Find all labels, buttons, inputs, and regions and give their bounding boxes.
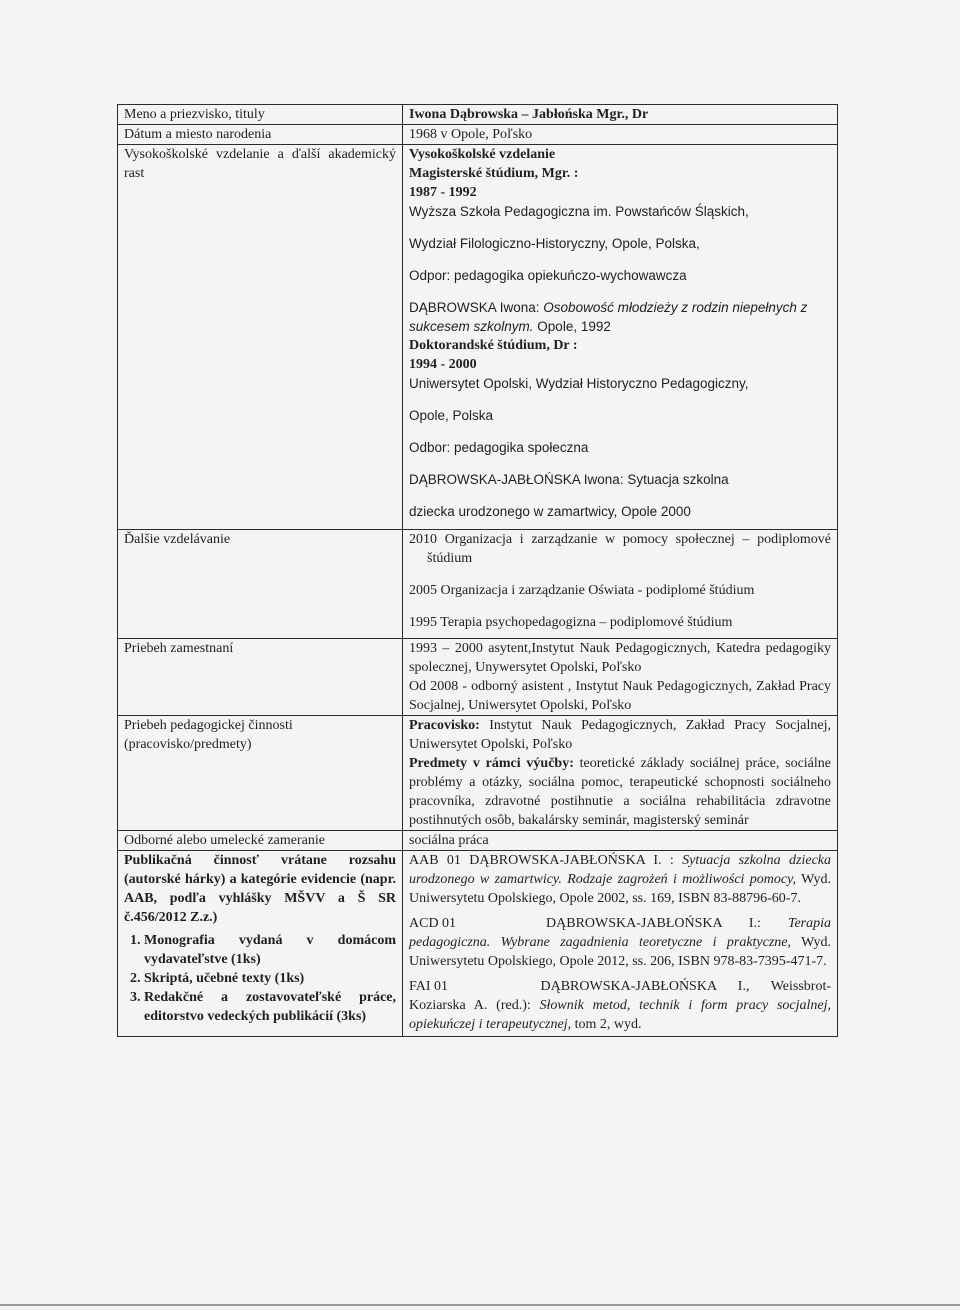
employment-value <box>403 639 838 716</box>
birth-label: Dátum a miesto narodenia <box>118 125 403 145</box>
employment-label: Priebeh zamestnaní <box>118 639 403 716</box>
doctoral-place: Opole, Polska <box>409 408 494 423</box>
employment-item-1: 1993 – 2000 asytent,Instytut Nauk Pedagogicznych, Katedra pedagogiky spolecznej, Unywersytet Opolski, Poľsko <box>409 641 831 675</box>
pub1-author: DĄBROWSKA-JABŁOŃSKA I. : <box>469 853 683 868</box>
workplace-label: Pracovisko: <box>409 718 480 733</box>
further-value <box>403 530 838 639</box>
masters-faculty: Wydział Filologiczno-Historyczny, Opole, Polska, <box>409 236 700 251</box>
publications-label <box>118 851 403 1037</box>
doctoral-years: 1994 - 2000 <box>409 357 477 372</box>
publications-category-item: 3. Redakčné a zostavovateľské práce, editorstvo vedeckých publikácií (3ks) <box>144 988 396 1026</box>
cv-table <box>117 104 838 1037</box>
masters-thesis-place: Opole, 1992 <box>533 319 611 334</box>
further-item-1: 2010 Organizacja i zarządzanie w pomocy społecznej – podiplomové štúdium <box>409 532 831 566</box>
further-label: Ďalšie vzdelávanie <box>118 530 403 639</box>
pub2-code: ACD 01 <box>409 916 457 931</box>
row-name <box>118 105 838 125</box>
publications-category-item: 2. Skriptá, učebné texty (1ks) <box>144 969 396 988</box>
pub1-code: AAB 01 <box>409 853 461 868</box>
row-teaching <box>118 716 838 831</box>
pub3-rest: tom 2, wyd. <box>571 1017 642 1032</box>
teaching-value <box>403 716 838 831</box>
publications-category-item: 1. Monografia vydaná v domácom vydavateľstve (1ks) <box>144 931 396 969</box>
publication-3 <box>409 977 831 1034</box>
row-education <box>118 145 838 530</box>
further-item-3: 1995 Terapia psychopedagogizna – podiplomové štúdium <box>409 615 733 630</box>
name-value: Iwona Dąbrowska – Jabłońska Mgr., Dr <box>403 105 838 125</box>
row-employment <box>118 639 838 716</box>
row-birth <box>118 125 838 145</box>
teaching-subjects <box>409 754 831 830</box>
row-publications <box>118 851 838 1037</box>
name-label: Meno a priezvisko, tituly <box>118 105 403 125</box>
doctoral-title: Doktorandské štúdium, Dr : <box>409 338 578 353</box>
row-further-education <box>118 530 838 639</box>
pub2-author: DĄBROWSKA-JABŁOŃSKA I.: <box>546 916 788 931</box>
publications-label-main: Publikačná činnosť vrátane rozsahu (autorské hárky) a kategórie evidencie (napr. AAB, podľa vyhlášky MŠVV a Š SR č.456/2012 Z.z.) <box>124 853 396 925</box>
employment-item-2: Od 2008 - odborný asistent , Instytut Nauk Pedagogicznych, Zakład Pracy Socjalnej, Uniwersytet Opolski, Poľsko <box>409 679 831 713</box>
field-value: sociálna práca <box>403 831 838 851</box>
education-value <box>403 145 838 530</box>
masters-thesis <box>409 298 831 336</box>
masters-thesis-author: DĄBROWSKA Iwona: <box>409 300 544 315</box>
masters-title: Magisterské štúdium, Mgr. : <box>409 166 579 181</box>
pub1-rest: Wyd. Uniwersytetu Opolskiego, Opole 2002, ss. 169, ISBN 83-88796-60-7. <box>409 872 831 906</box>
education-heading: Vysokoškolské vzdelanie <box>409 147 556 162</box>
doctoral-school: Uniwersytet Opolski, Wydział Historyczno Pedagogiczny, <box>409 376 749 391</box>
pub2-title: Terapia pedagogiczna. Wybrane zagadnienia teoretyczne i praktyczne, <box>409 916 831 950</box>
masters-school: Wyższa Szkoła Pedagogiczna im. Powstańców Śląskich, <box>409 204 749 219</box>
masters-years: 1987 - 1992 <box>409 185 477 200</box>
teaching-label: Priebeh pedagogickej činnosti (pracovisko/predmety) <box>118 716 403 831</box>
field-label: Odborné alebo umelecké zameranie <box>118 831 403 851</box>
birth-value: 1968 v Opole, Poľsko <box>403 125 838 145</box>
teaching-workplace <box>409 716 831 754</box>
pub3-code: FAI 01 <box>409 979 449 994</box>
masters-field: Odpor: pedagogika opiekuńczo-wychowawcza <box>409 268 687 283</box>
doctoral-field: Odbor: pedagogika społeczna <box>409 440 589 455</box>
publications-value <box>403 851 838 1037</box>
subjects-value: teoretické základy sociálnej práce, sociálne problémy a otázky, sociálna pomoc, terapeutické schopnosti sociálneho pracovníka, zdravotné postihnutie a sociálna rehabilitácia zdravotne postihnutých osôb, bakalársky seminár, magisterský seminár <box>409 756 831 828</box>
doctoral-thesis-line1: DĄBROWSKA-JABŁOŃSKA Iwona: Sytuacja szkolna <box>409 472 729 487</box>
page-bottom-edge <box>0 1304 960 1306</box>
row-field <box>118 831 838 851</box>
publication-2 <box>409 914 831 971</box>
subjects-label: Predmety v rámci výučby: <box>409 756 574 771</box>
pub3-title: Słownik metod, technik i form pracy socjalnej, opiekuńczej i terapeutycznej, <box>409 998 831 1032</box>
pub2-rest: Wyd. Uniwersytetu Opolskiego, Opole 2012, ss. 206, ISBN 978-83-7395-471-7. <box>409 935 831 969</box>
masters-thesis-title: Osobowość młodzieży z rodzin niepełnych z sukcesem szkolnym. <box>409 300 808 334</box>
workplace-value: Instytut Nauk Pedagogicznych, Zakład Pracy Socjalnej, Uniwersytet Opolski, Poľsko <box>409 718 831 752</box>
education-label: Vysokoškolské vzdelanie a ďalší akademický rast <box>118 145 403 530</box>
doctoral-thesis-line2: dziecka urodzonego w zamartwicy, Opole 2000 <box>409 504 691 519</box>
pub1-title: Sytuacja szkolna dziecka urodzonego w zamartwicy. Rodzaje zagrożeń i możliwości pomocy, <box>409 853 831 887</box>
further-item-2: 2005 Organizacja i zarządzanie Oświata - podiplomé štúdium <box>409 583 755 598</box>
publication-1 <box>409 851 831 908</box>
pub3-author: DĄBROWSKA-JABŁOŃSKA I., Weissbrot-Koziarska A. (red.): <box>409 979 831 1013</box>
publications-category-list <box>124 931 396 1026</box>
